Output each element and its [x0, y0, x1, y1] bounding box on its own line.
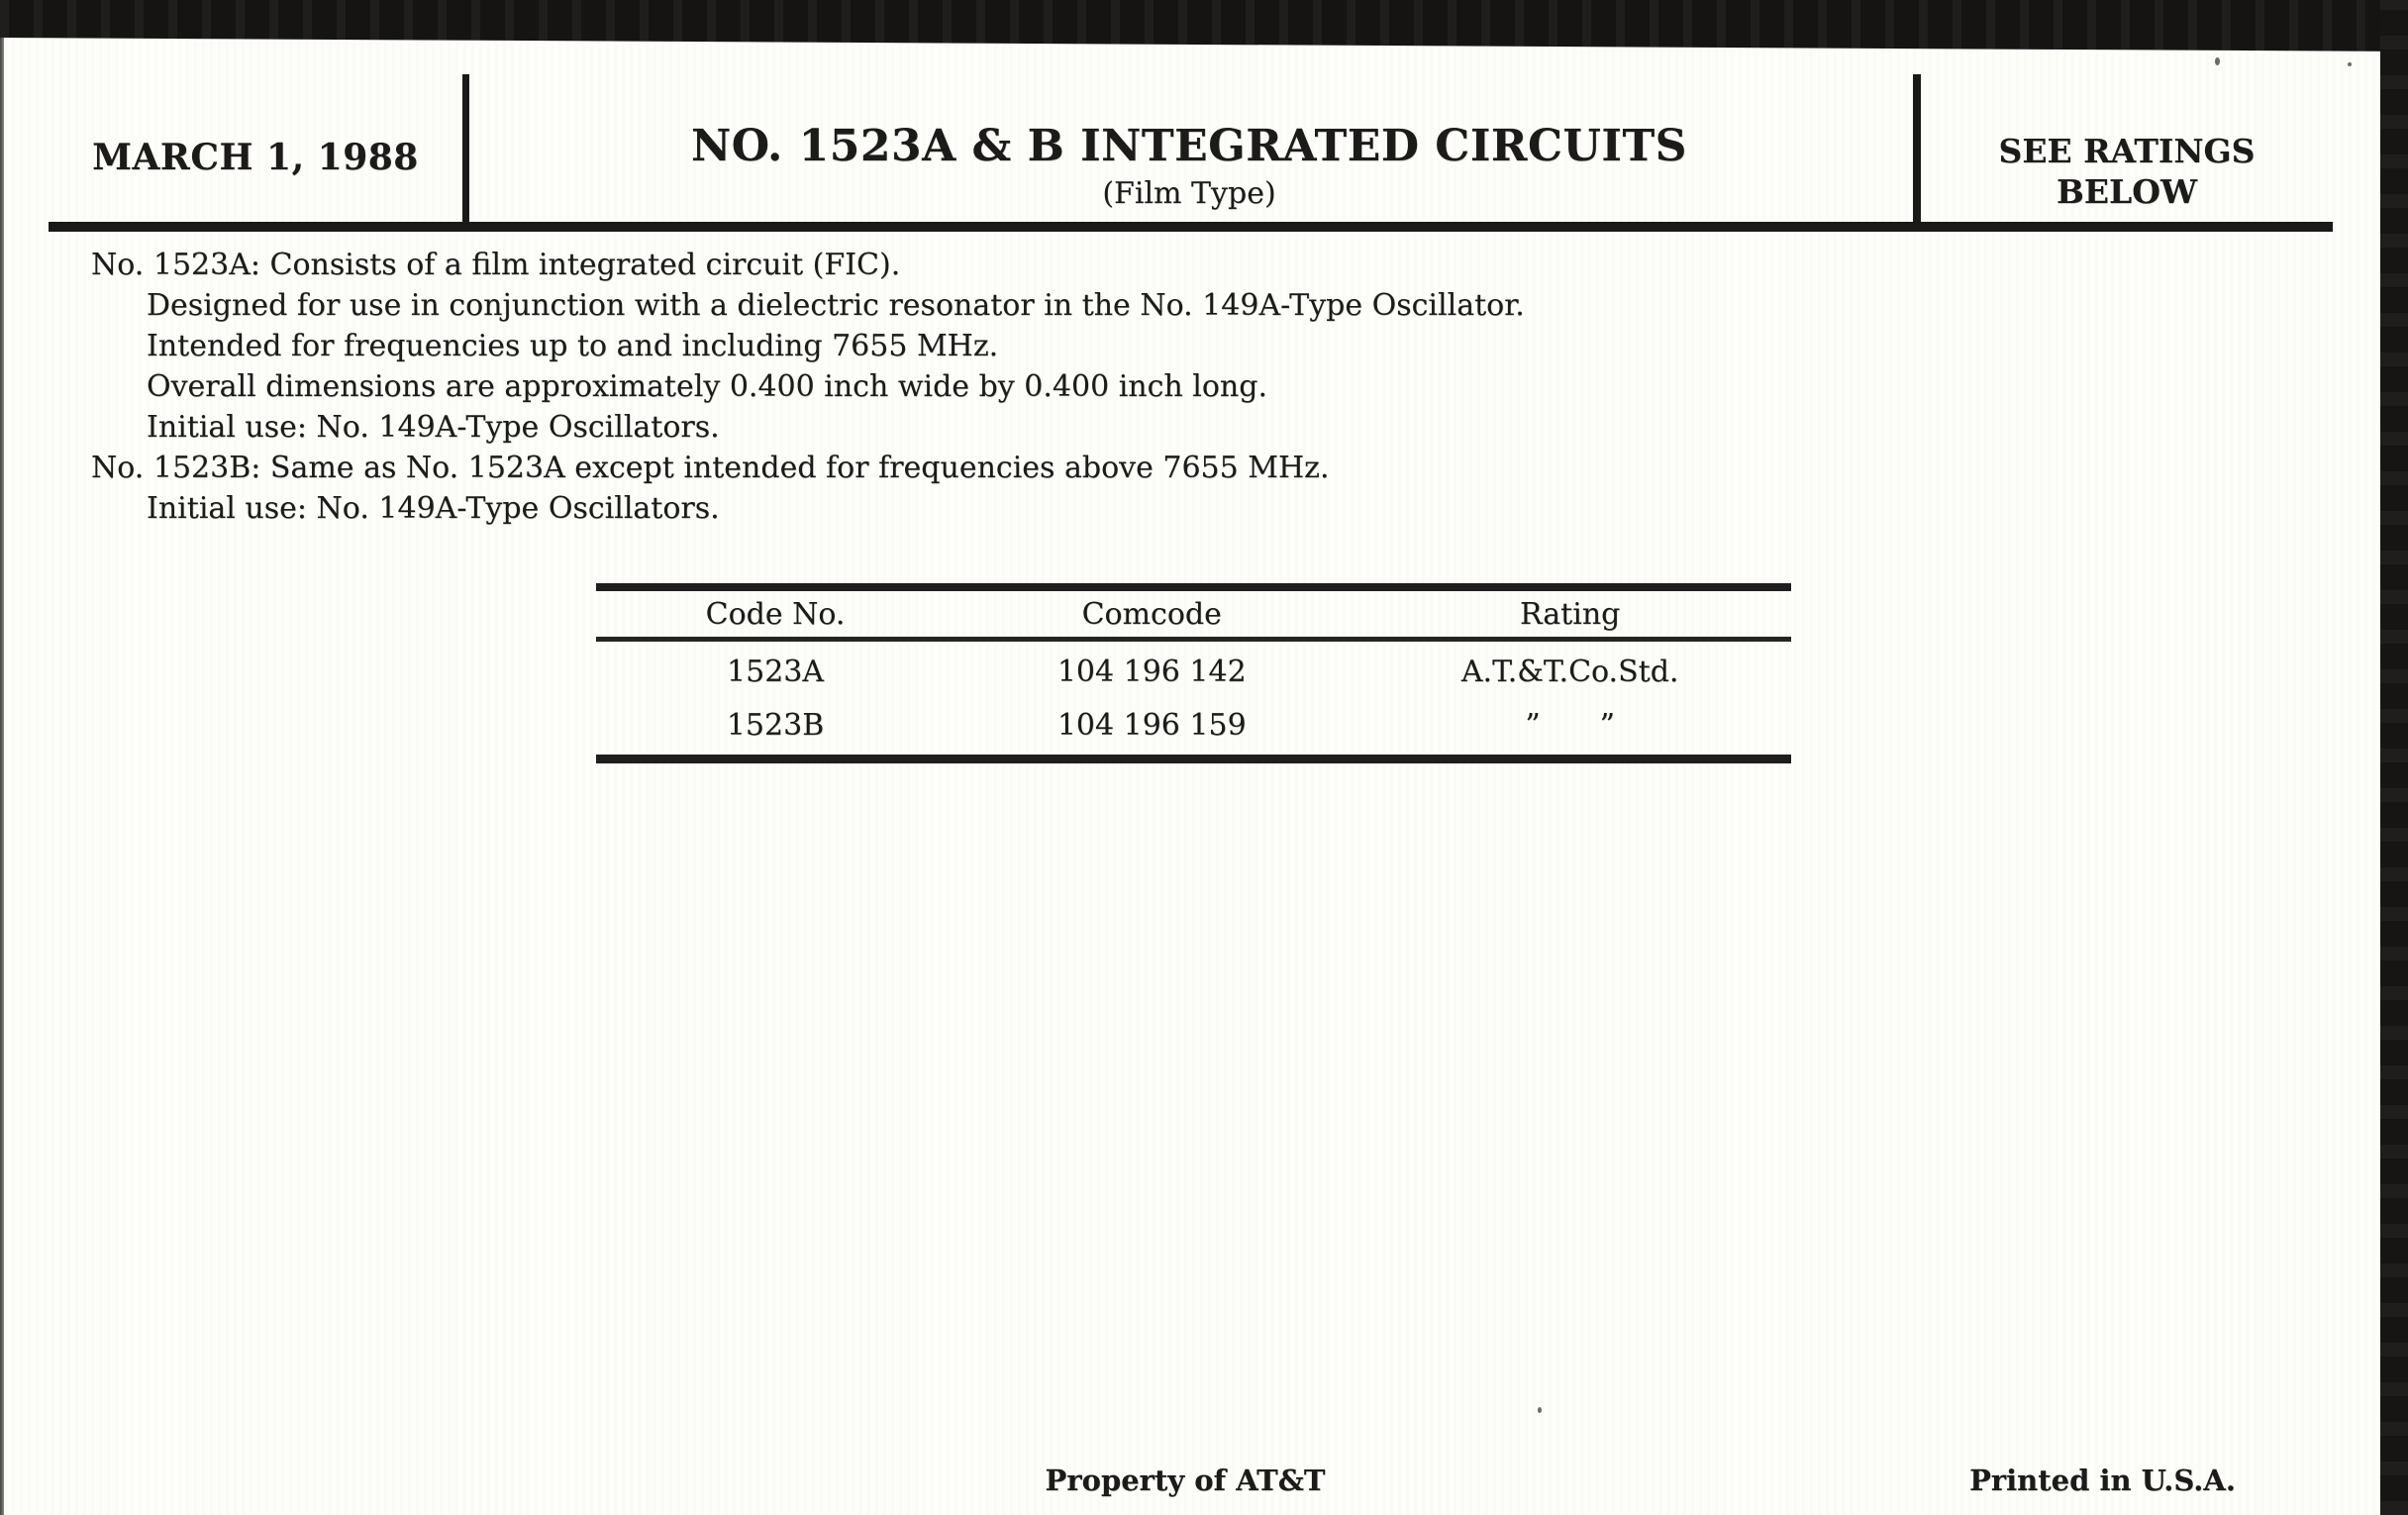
cell-code: 1523A	[727, 654, 825, 689]
footer-printed-notice: Printed in U.S.A.	[1969, 1464, 2236, 1497]
scan-speck	[1538, 1407, 1542, 1413]
scan-speck	[2348, 62, 2352, 66]
table-row	[596, 642, 1791, 701]
table-rule-bottom	[596, 755, 1791, 763]
header-see-ratings-note	[1921, 131, 2333, 212]
column-header-code-no: Code No.	[705, 596, 846, 632]
cell-rating-ditto: ” ”	[1525, 707, 1616, 743]
description-line: No. 1523A: Consists of a film integrated circuit (FIC).	[91, 248, 901, 282]
scan-right-border	[2380, 0, 2408, 1515]
header-note-line1: SEE RATINGS	[1998, 132, 2256, 170]
scan-left-border	[0, 0, 4, 1515]
cell-comcode: 104 196 159	[1056, 707, 1247, 743]
column-header-comcode: Comcode	[1081, 596, 1222, 632]
header-date: MARCH 1, 1988	[92, 137, 419, 178]
document-page	[4, 0, 2382, 1515]
table-rule-top	[596, 583, 1791, 591]
header-note-line2: BELOW	[2056, 172, 2198, 211]
ratings-table	[596, 583, 1791, 763]
cell-rating: A.T.&T.Co.Std.	[1460, 654, 1679, 689]
scan-speck	[2215, 57, 2220, 65]
column-header-rating: Rating	[1520, 596, 1621, 632]
document-subtitle: (Film Type)	[1102, 176, 1276, 211]
description-line: Designed for use in conjunction with a dielectric resonator in the No. 149A-Type Oscillator.	[147, 288, 1525, 323]
table-row	[596, 701, 1791, 749]
description-line: Initial use: No. 149A-Type Oscillators.	[147, 491, 720, 526]
footer-property-notice: Property of AT&T	[1045, 1464, 1326, 1497]
description-line: No. 1523B: Same as No. 1523A except intended for frequencies above 7655 MHz.	[91, 451, 1330, 485]
description-line: Overall dimensions are approximately 0.400 inch wide by 0.400 inch long.	[147, 369, 1267, 404]
document-title: NO. 1523A & B INTEGRATED CIRCUITS	[691, 121, 1687, 171]
cell-comcode: 104 196 142	[1056, 654, 1247, 689]
cell-code: 1523B	[726, 707, 825, 743]
description-section	[4, 245, 1525, 529]
table-header-row	[596, 591, 1791, 637]
header-divider-right	[1913, 74, 1921, 232]
description-line: Intended for frequencies up to and including 7655 MHz.	[147, 329, 999, 363]
header-rule	[49, 222, 2333, 232]
description-line: Initial use: No. 149A-Type Oscillators.	[147, 410, 720, 445]
header-title-block	[465, 121, 1913, 211]
